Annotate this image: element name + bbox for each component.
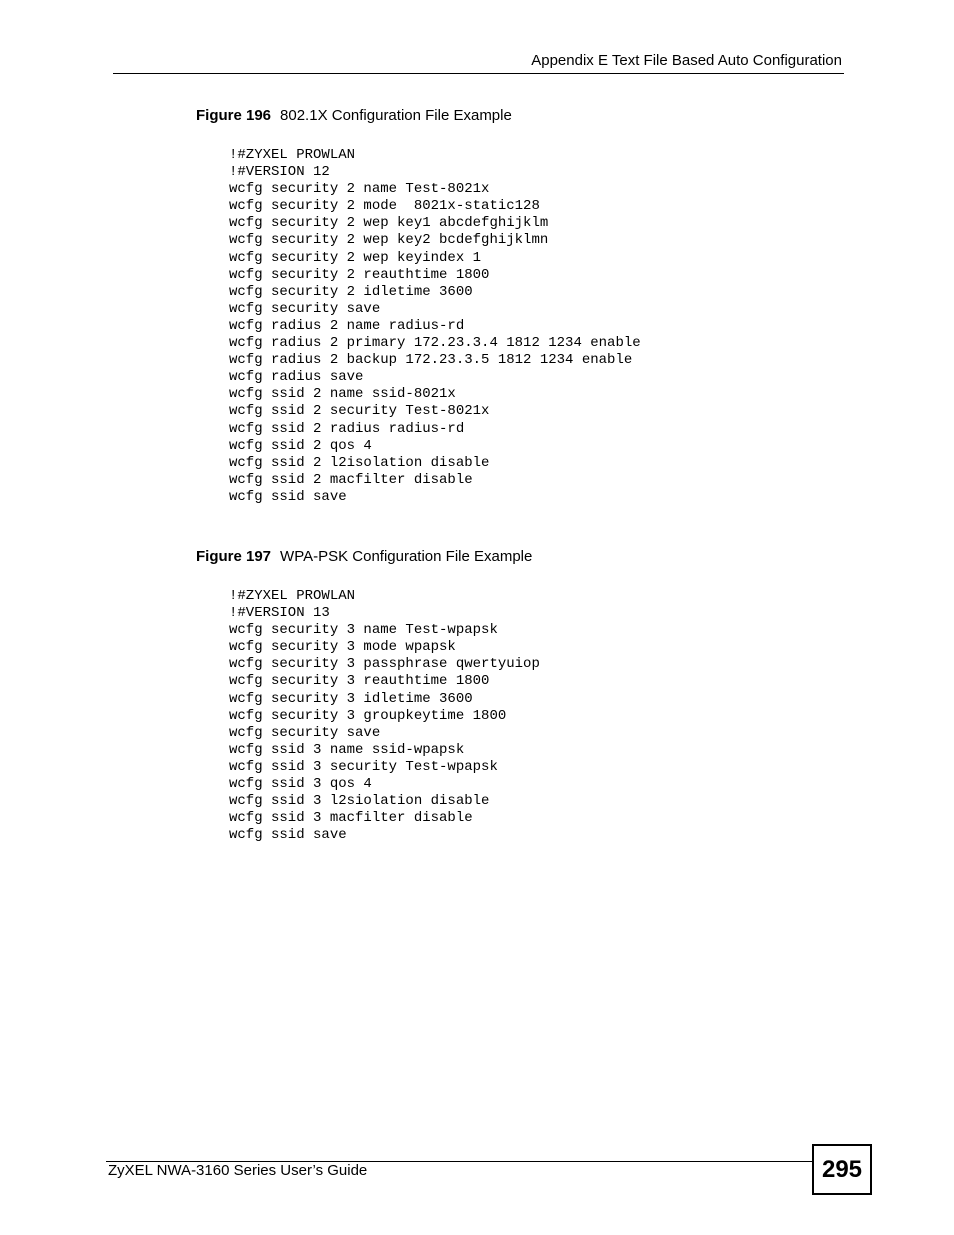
code-line: wcfg ssid 3 l2siolation disable <box>229 793 490 810</box>
code-line: wcfg security 3 groupkeytime 1800 <box>229 707 507 724</box>
code-line: wcfg ssid 2 macfilter disable <box>229 471 473 488</box>
code-line: !#VERSION 12 <box>229 164 330 181</box>
code-line: !#ZYXEL PROWLAN <box>229 588 356 604</box>
code-line: wcfg security 3 mode wpapsk <box>229 639 456 656</box>
code-line: !#VERSION 13 <box>229 605 330 622</box>
code-line: wcfg radius 2 primary 172.23.3.4 1812 1234 enable <box>229 335 641 352</box>
page-number: 295 <box>812 1144 872 1195</box>
code-line: wcfg ssid 3 qos 4 <box>229 776 372 793</box>
code-line: wcfg ssid 2 security Test-8021x <box>229 403 490 420</box>
code-line: wcfg radius 2 name radius-rd <box>229 317 465 334</box>
figure-196-code-block <box>229 147 641 506</box>
figure-197-title: WPA-PSK Configuration File Example <box>280 548 533 565</box>
code-line: wcfg security 2 name Test-8021x <box>229 181 490 198</box>
code-line: wcfg security 2 wep key1 abcdefghijklm <box>229 215 549 232</box>
code-line: wcfg ssid 2 l2isolation disable <box>229 454 490 471</box>
code-line: wcfg security 3 reauthtime 1800 <box>229 673 490 690</box>
code-line: wcfg security 3 name Test-wpapsk <box>229 622 498 639</box>
code-line: wcfg security save <box>229 300 381 317</box>
running-header: Appendix E Text File Based Auto Configuration <box>531 52 842 69</box>
code-line: wcfg security save <box>229 724 381 741</box>
figure-196-caption <box>196 106 512 126</box>
footer-title: ZyXEL NWA-3160 Series User’s Guide <box>108 1162 368 1179</box>
code-line: wcfg security 2 idletime 3600 <box>229 283 473 300</box>
code-line: wcfg security 2 mode 8021x-static128 <box>229 198 540 215</box>
header-rule <box>113 73 844 74</box>
code-line: wcfg radius 2 backup 172.23.3.5 1812 1234 enable <box>229 352 633 369</box>
code-line: wcfg ssid save <box>229 827 347 844</box>
code-line: wcfg radius save <box>229 369 364 386</box>
code-line: wcfg security 2 wep keyindex 1 <box>229 249 482 266</box>
code-line: !#ZYXEL PROWLAN <box>229 147 356 163</box>
code-line: wcfg ssid save <box>229 488 347 505</box>
figure-196-title: 802.1X Configuration File Example <box>280 107 512 124</box>
code-line: wcfg ssid 2 radius radius-rd <box>229 420 465 437</box>
code-line: wcfg ssid 2 name ssid-8021x <box>229 386 456 403</box>
code-line: wcfg security 2 wep key2 bcdefghijklmn <box>229 232 549 249</box>
figure-197-caption <box>196 547 532 567</box>
code-line: wcfg security 3 idletime 3600 <box>229 690 473 707</box>
figure-197-number: Figure 197 <box>196 548 272 565</box>
figure-196-number: Figure 196 <box>196 107 272 124</box>
code-line: wcfg ssid 3 security Test-wpapsk <box>229 758 498 775</box>
code-line: wcfg security 2 reauthtime 1800 <box>229 266 490 283</box>
code-line: wcfg ssid 3 name ssid-wpapsk <box>229 741 465 758</box>
figure-197-code-block <box>229 588 540 844</box>
code-line: wcfg ssid 2 qos 4 <box>229 437 372 454</box>
code-line: wcfg security 3 passphrase qwertyuiop <box>229 656 540 673</box>
code-line: wcfg ssid 3 macfilter disable <box>229 810 473 827</box>
